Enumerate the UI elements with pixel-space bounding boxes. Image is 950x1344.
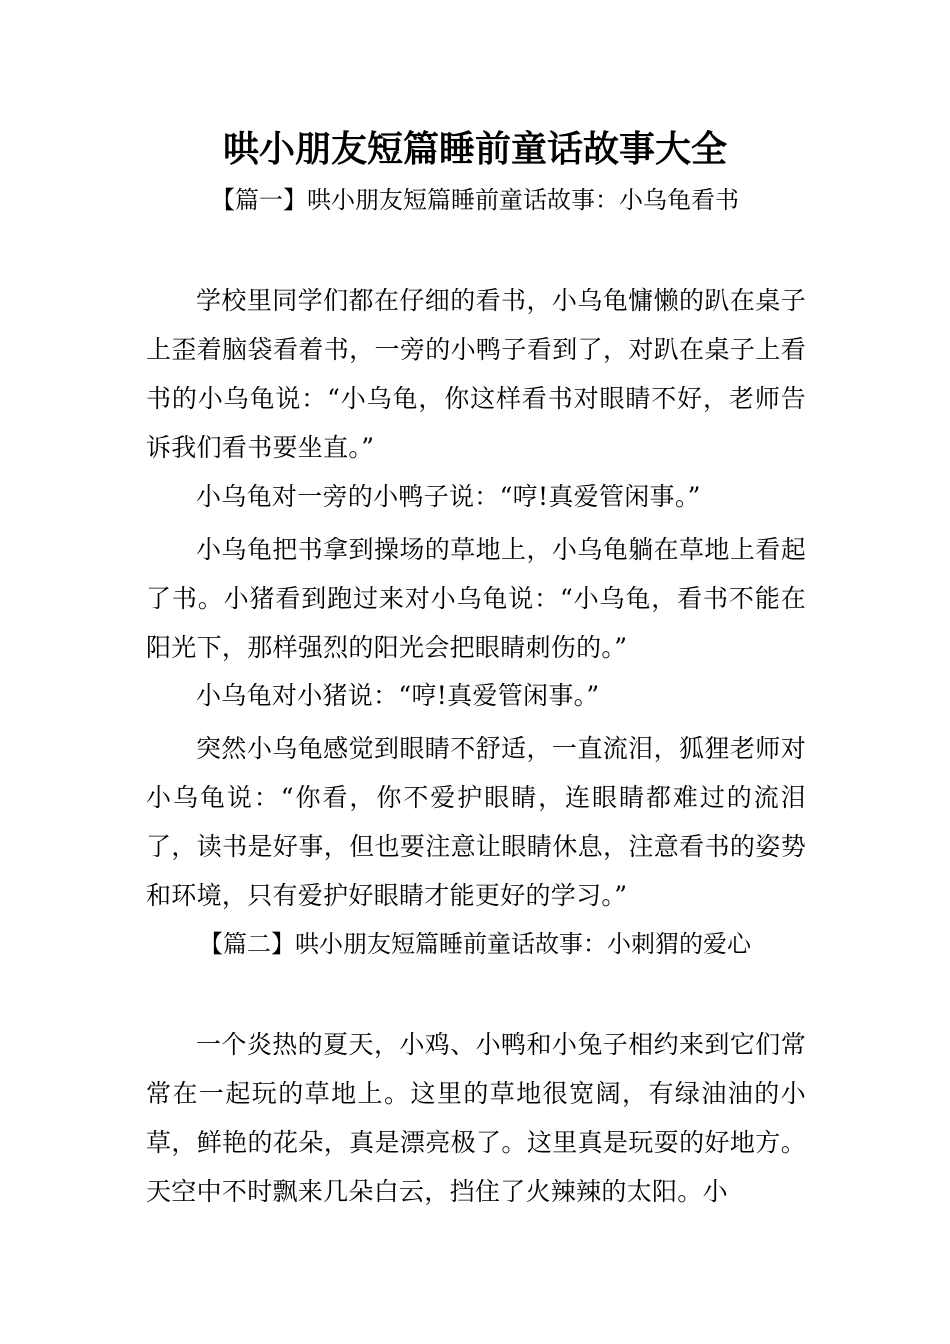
story1-heading: 【篇一】哄小朋友短篇睡前童话故事：小乌龟看书 — [211, 186, 739, 214]
story2-paragraph: 一个炎热的夏天，小鸡、小鸭和小兔子相约来到它们常常在一起玩的草地上。这里的草地很宽阔，有绿油油的小草，鲜艳的花朵，真是漂亮极了。这里真是玩耍的好地方。天空中不时飘来几朵白云，挡住了火辣辣的太阳。小 — [146, 1030, 806, 1206]
story1-paragraph: 小乌龟把书拿到操场的草地上，小乌龟躺在草地上看起了书。小猪看到跑过来对小乌龟说：“小乌龟，看书不能在阳光下，那样强烈的阳光会把眼睛刺伤的。” — [146, 535, 806, 662]
story1-paragraph: 小乌龟对小猪说：“哼!真爱管闲事。” — [196, 681, 600, 710]
story2-heading: 【篇二】哄小朋友短篇睡前童话故事：小刺猬的爱心 — [199, 930, 751, 958]
story1-paragraph: 小乌龟对一旁的小鸭子说：“哼!真爱管闲事。” — [196, 482, 701, 511]
story1-paragraph: 学校里同学们都在仔细的看书，小乌龟慵懒的趴在桌子上歪着脑袋看着书，一旁的小鸭子看到了，对趴在桌子上看书的小乌龟说：“小乌龟，你这样看书对眼睛不好，老师告诉我们看书要坐直。” — [146, 286, 806, 462]
document-title: 哄小朋友短篇睡前童话故事大全 — [222, 129, 727, 170]
story1-paragraph: 突然小乌龟感觉到眼睛不舒适，一直流泪，狐狸老师对小乌龟说：“你看，你不爱护眼睛，连眼睛都难过的流泪了，读书是好事，但也要注意让眼睛休息，注意看书的姿势和环境，只有爱护好眼睛才能更好的学习。” — [146, 734, 806, 910]
